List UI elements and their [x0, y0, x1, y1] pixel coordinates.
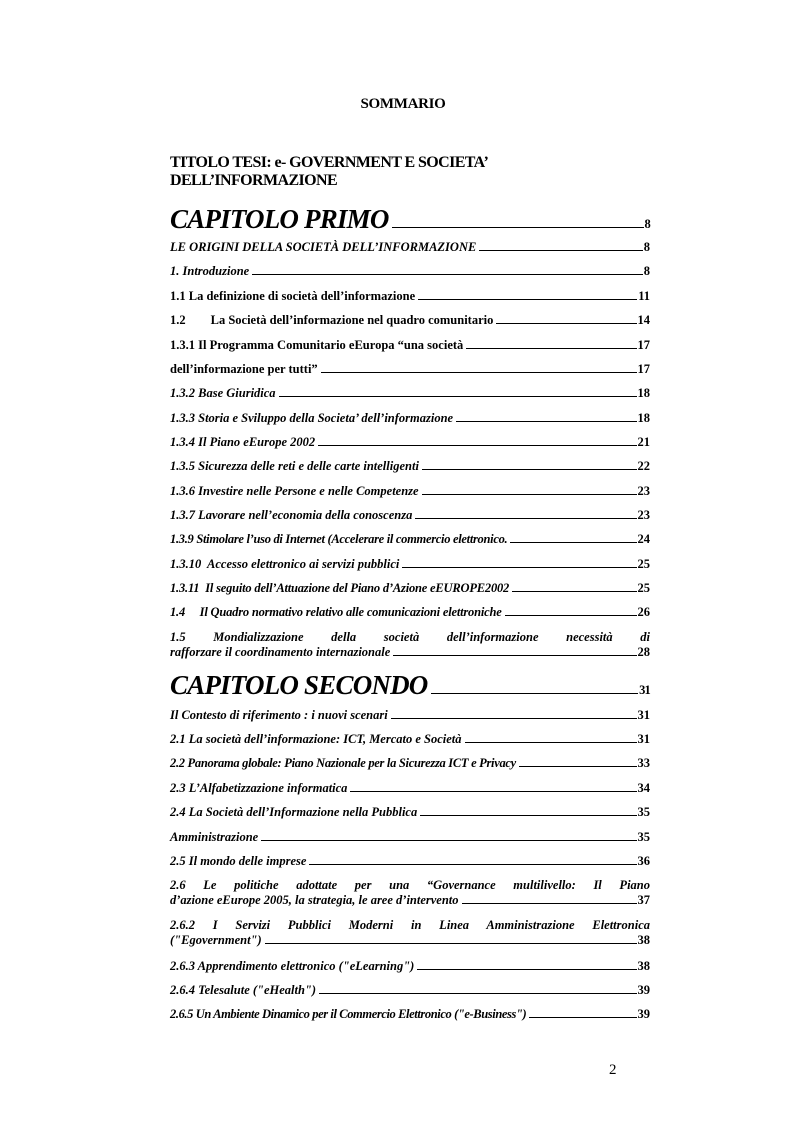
toc-entry[interactable]: 1.5 Mondializzazione della società dell’informazione necessità di rafforzare il coordinamento internazionale 28: [170, 630, 650, 659]
toc-entry[interactable]: Amministrazione 35: [170, 830, 650, 844]
toc-entry[interactable]: 1.3.4 Il Piano eEurope 2002 21: [170, 435, 650, 449]
page-heading: SOMMARIO: [360, 96, 446, 112]
toc-entry[interactable]: LE ORIGINI DELLA SOCIETÀ DELL’INFORMAZIONE 8: [170, 240, 650, 254]
toc-entry[interactable]: 2.6.4 Telesalute ("eHealth") 39: [170, 983, 650, 997]
toc-entry[interactable]: Il Contesto di riferimento : i nuovi scenari 31: [170, 708, 650, 722]
toc-entry[interactable]: 1.3.9 Stimolare l’uso di Internet (Accelerare il commercio elettronico. 24: [170, 532, 650, 546]
toc-entry[interactable]: 2.5 Il mondo delle imprese 36: [170, 854, 650, 868]
toc-entry[interactable]: dell’informazione per tutti” 17: [170, 362, 650, 376]
toc-entry[interactable]: 1.1 La definizione di società dell’informazione 11: [170, 289, 650, 303]
page-number: 2: [609, 1062, 617, 1078]
toc-entry[interactable]: 1.3.7 Lavorare nell’economia della conoscenza 23: [170, 508, 650, 522]
toc-entry[interactable]: 2.6.2 I Servizi Pubblici Moderni in Linea Amministrazione Elettronica ("Egovernment") 38: [170, 918, 650, 947]
toc-entry[interactable]: 2.6 Le politiche adottate per una “Governance multilivello: Il Piano d’azione eEurope 2005, la strategia, le aree d’intervento 37: [170, 878, 650, 907]
toc-entry[interactable]: 1.3.2 Base Giuridica 18: [170, 386, 650, 400]
toc-chapter-1[interactable]: CAPITOLO PRIMO 8: [170, 204, 650, 234]
toc-entry[interactable]: 1.4 Il Quadro normativo relativo alle comunicazioni elettroniche 26: [170, 605, 650, 619]
toc-entry[interactable]: 1.3.3 Storia e Sviluppo della Societa’ dell’informazione 18: [170, 411, 650, 425]
toc-entry[interactable]: 1.3.5 Sicurezza delle reti e delle carte intelligenti 22: [170, 459, 650, 473]
toc-entry[interactable]: 1.3.11 Il seguito dell’Attuazione del Piano d’Azione eEUROPE2002 25: [170, 581, 650, 595]
toc-entry[interactable]: 2.6.5 Un Ambiente Dinamico per il Commercio Elettronico ("e-Business") 39: [170, 1007, 650, 1021]
toc-entry[interactable]: 2.3 L’Alfabetizzazione informatica 34: [170, 781, 650, 795]
toc-entry[interactable]: 2.6.3 Apprendimento elettronico ("eLearning") 38: [170, 959, 650, 973]
toc-entry[interactable]: 2.4 La Società dell’Informazione nella Pubblica 35: [170, 805, 650, 819]
toc-entry[interactable]: 1.3.6 Investire nelle Persone e nelle Competenze 23: [170, 484, 650, 498]
toc-entry[interactable]: 1.3.1 Il Programma Comunitario eEuropa “una società 17: [170, 338, 650, 352]
toc-entry[interactable]: 1. Introduzione 8: [170, 264, 650, 278]
toc-entry[interactable]: 1.2 La Società dell’informazione nel quadro comunitario 14: [170, 313, 650, 327]
toc-chapter-2[interactable]: CAPITOLO SECONDO 31: [170, 670, 650, 700]
thesis-title: TITOLO TESI: e- GOVERNMENT E SOCIETA’ DELL’INFORMAZIONE: [170, 154, 487, 189]
toc-entry[interactable]: 2.1 La società dell’informazione: ICT, Mercato e Società 31: [170, 732, 650, 746]
toc-entry[interactable]: 1.3.10 Accesso elettronico ai servizi pubblici 25: [170, 557, 650, 571]
toc-entry[interactable]: 2.2 Panorama globale: Piano Nazionale per la Sicurezza ICT e Privacy 33: [170, 756, 650, 770]
